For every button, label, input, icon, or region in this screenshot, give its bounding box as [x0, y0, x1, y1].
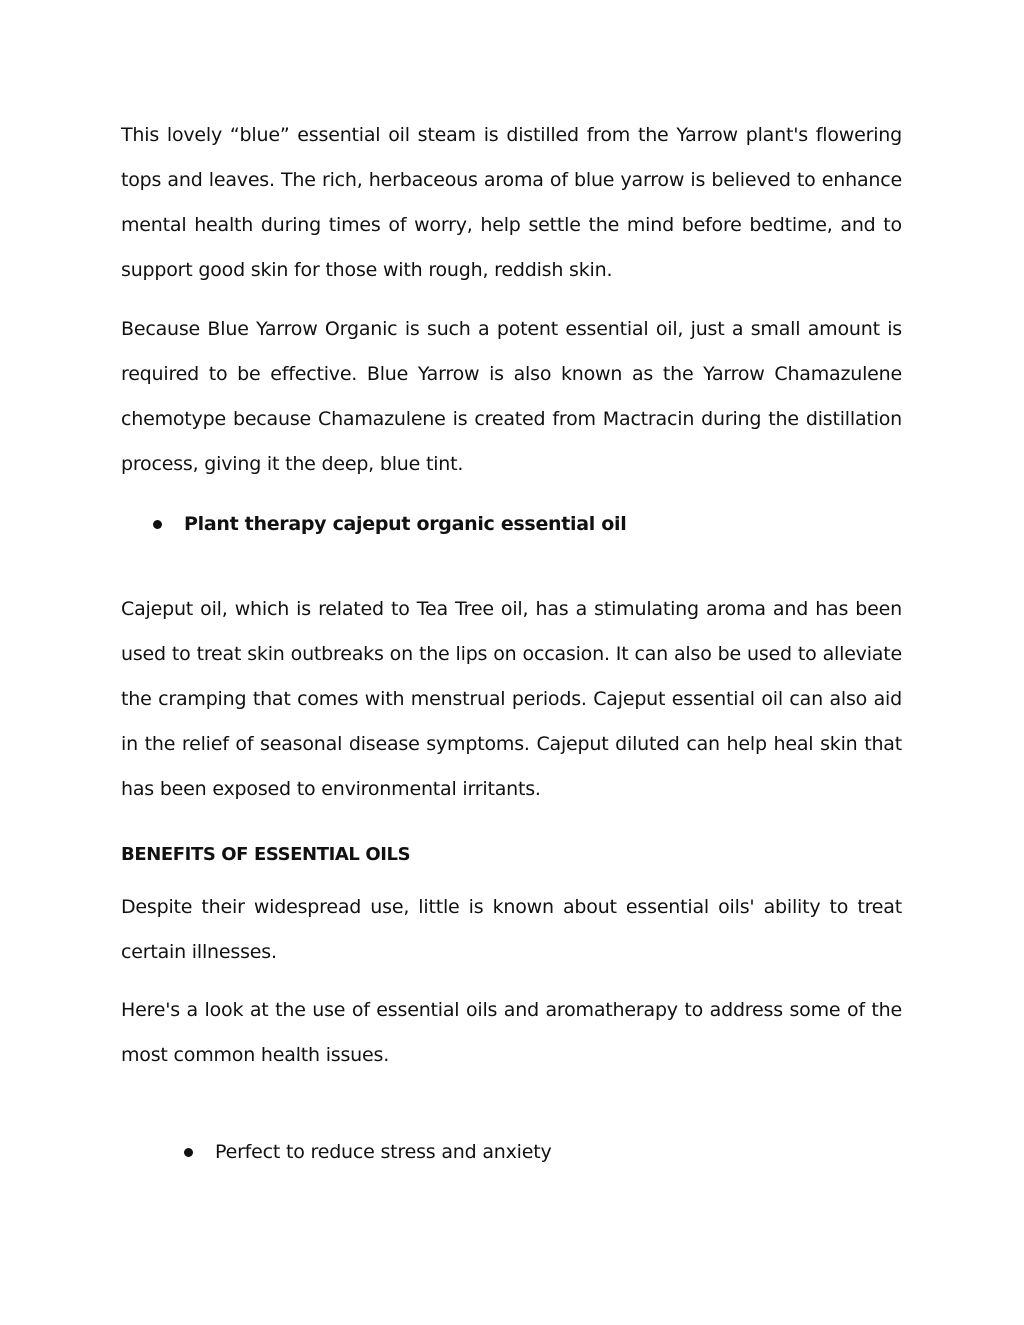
- paragraph-cajeput-description: Cajeput oil, which is related to Tea Tree oil, has a stimulating aroma and has been used to treat skin outbreaks on the lips on occasion. It can also be used to alleviate the cramping that comes with menstrual periods. Cajeput essential oil can also aid in the relief of seasonal disease symptoms. Cajeput diluted can help heal skin that has been exposed to environmental irritants.: [121, 598, 902, 800]
- paragraph-blue-yarrow-potency: Because Blue Yarrow Organic is such a potent essential oil, just a small amount is required to be effective. Blue Yarrow is also known as the Yarrow Chamazulene chemotype because Chamazulene is created from Mactracin during the distillation process, giving it the deep, blue tint.: [121, 318, 902, 475]
- bullet-text: Perfect to reduce stress and anxiety: [215, 1141, 552, 1163]
- paragraph-benefits-overview: Here's a look at the use of essential oils and aromatherapy to address some of the most common health issues.: [121, 999, 902, 1066]
- bullet-dot-icon: [153, 520, 162, 529]
- paragraph-benefits-intro: Despite their widespread use, little is known about essential oils' ability to treat certain illnesses.: [121, 896, 902, 963]
- bullet-item-stress: [184, 1137, 552, 1167]
- section-heading: BENEFITS OF ESSENTIAL OILS: [121, 844, 411, 865]
- paragraph-blue-yarrow-intro: This lovely “blue” essential oil steam is distilled from the Yarrow plant's flowering tops and leaves. The rich, herbaceous aroma of blue yarrow is believed to enhance mental health during times of worry, help settle the mind before bedtime, and to support good skin for those with rough, reddish skin.: [121, 124, 902, 281]
- bullet-text: Plant therapy cajeput organic essential oil: [184, 513, 627, 535]
- bullet-dot-icon: [184, 1148, 193, 1157]
- bullet-item-cajeput: [153, 509, 626, 539]
